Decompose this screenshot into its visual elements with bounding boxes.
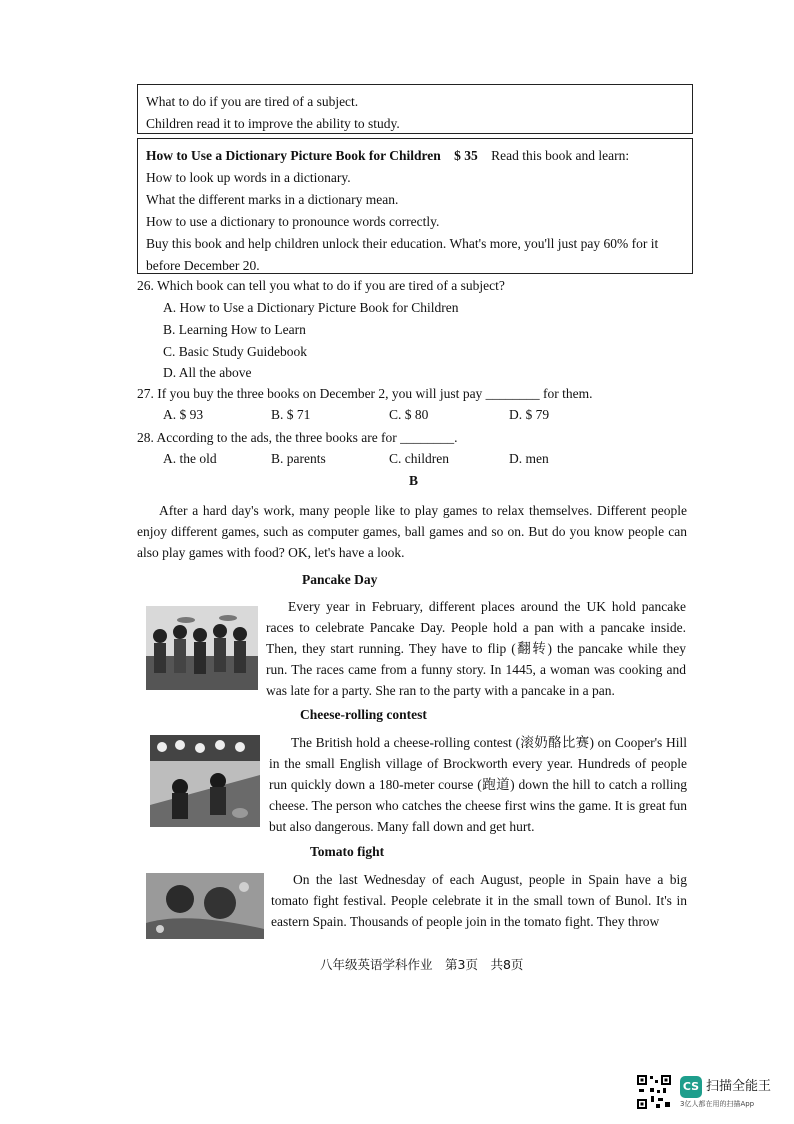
section-b-intro: After a hard day's work, many people like to play games to relax themselves. Different people enjoy different games, such as computer games, ball games and so on. But do you know people can also play games with food? OK, let's have a look. [137,503,687,560]
question-27-option-c: C. $ 80 [389,407,429,422]
article-text-tomato-fight: On the last Wednesday of each August, people in Spain have a big tomato fight festival. People celebrate it in the small town of Bunol. It's in eastern Spain. Thousands of people join in the tomato fight. They throw [271,872,687,929]
cheese-rolling-photo [150,735,260,827]
ad-book-title: How to Use a Dictionary Picture Book for Children [146,148,441,163]
question-27-option-d: D. $ 79 [509,407,550,422]
ad-line: Children read it to improve the ability to study. [146,116,400,131]
ad-heading-line [146,145,684,167]
question-28-option-a: A. the old [163,451,217,466]
article-title-pancake-day: Pancake Day [302,572,378,587]
question-26-option-b: B. Learning How to Learn [163,322,306,337]
article-text-cheese-rolling: The British hold a cheese-rolling contest (滚奶酪比赛) on Cooper's Hill in the small English village of Brockworth every year. Hundreds of people run quickly down a 180-meter course (跑道) down the hill to catch a rolling cheese. The person who catches the cheese first wins the game. It is great fun but also dangerous. Many fall down and get hurt. [269,735,687,834]
ad-tagline: Read this book and learn: [491,148,630,163]
ad-line: How to look up words in a dictionary. [146,170,351,185]
question-27-stem: 27. If you buy the three books on December 2, you will just pay ________ for them. [137,386,593,401]
ad-line: before December 20. [146,258,260,273]
page-footer: 八年级英语学科作业 第3页 共8页 [320,957,524,972]
article-title-cheese-rolling: Cheese-rolling contest [300,707,427,722]
ad-line: How to use a dictionary to pronounce words correctly. [146,214,440,229]
ad-line: Buy this book and help children unlock their education. What's more, you'll just pay 60% for it [146,236,659,251]
ad-line: What the different marks in a dictionary mean. [146,192,399,207]
article-text-pancake-day: Every year in February, different places around the UK hold pancake races to celebrate Pancake Day. People hold a pan with a pancake inside. Then, they start running. They have to flip (翻转) the pancake while they run. The races came from a funny story. In 1445, a woman was cooking and was late for a party. She ran to the party with a pancake in a pan. [266,599,686,698]
question-28-stem: 28. According to the ads, the three books are for ________. [137,430,458,445]
ad-box-study-guide [137,84,693,134]
qr-code-icon [636,1074,672,1110]
question-28-option-d: D. men [509,451,549,466]
camscanner-logo: CS [680,1076,702,1098]
question-26-option-c: C. Basic Study Guidebook [163,344,307,359]
pancake-race-photo [146,606,258,690]
question-28-option-b: B. parents [271,451,326,466]
ad-book-price: $ 35 [454,148,478,163]
question-27-option-b: B. $ 71 [271,407,311,422]
question-26-option-d: D. All the above [163,365,252,380]
ad-box-dictionary-book [137,138,693,274]
question-26-stem: 26. Which book can tell you what to do if you are tired of a subject? [137,278,505,293]
ad-line: What to do if you are tired of a subject. [146,94,359,109]
camscanner-tagline: 3亿人都在用的扫描App [680,1100,755,1108]
camscanner-name: 扫描全能王 [706,1079,772,1094]
scanner-watermark [636,1074,776,1110]
article-title-tomato-fight: Tomato fight [310,844,385,859]
section-b-label: B [409,473,419,488]
question-26-option-a: A. How to Use a Dictionary Picture Book for Children [163,300,459,315]
question-27-option-a: A. $ 93 [163,407,204,422]
question-28-option-c: C. children [389,451,449,466]
tomato-fight-photo [146,873,264,939]
